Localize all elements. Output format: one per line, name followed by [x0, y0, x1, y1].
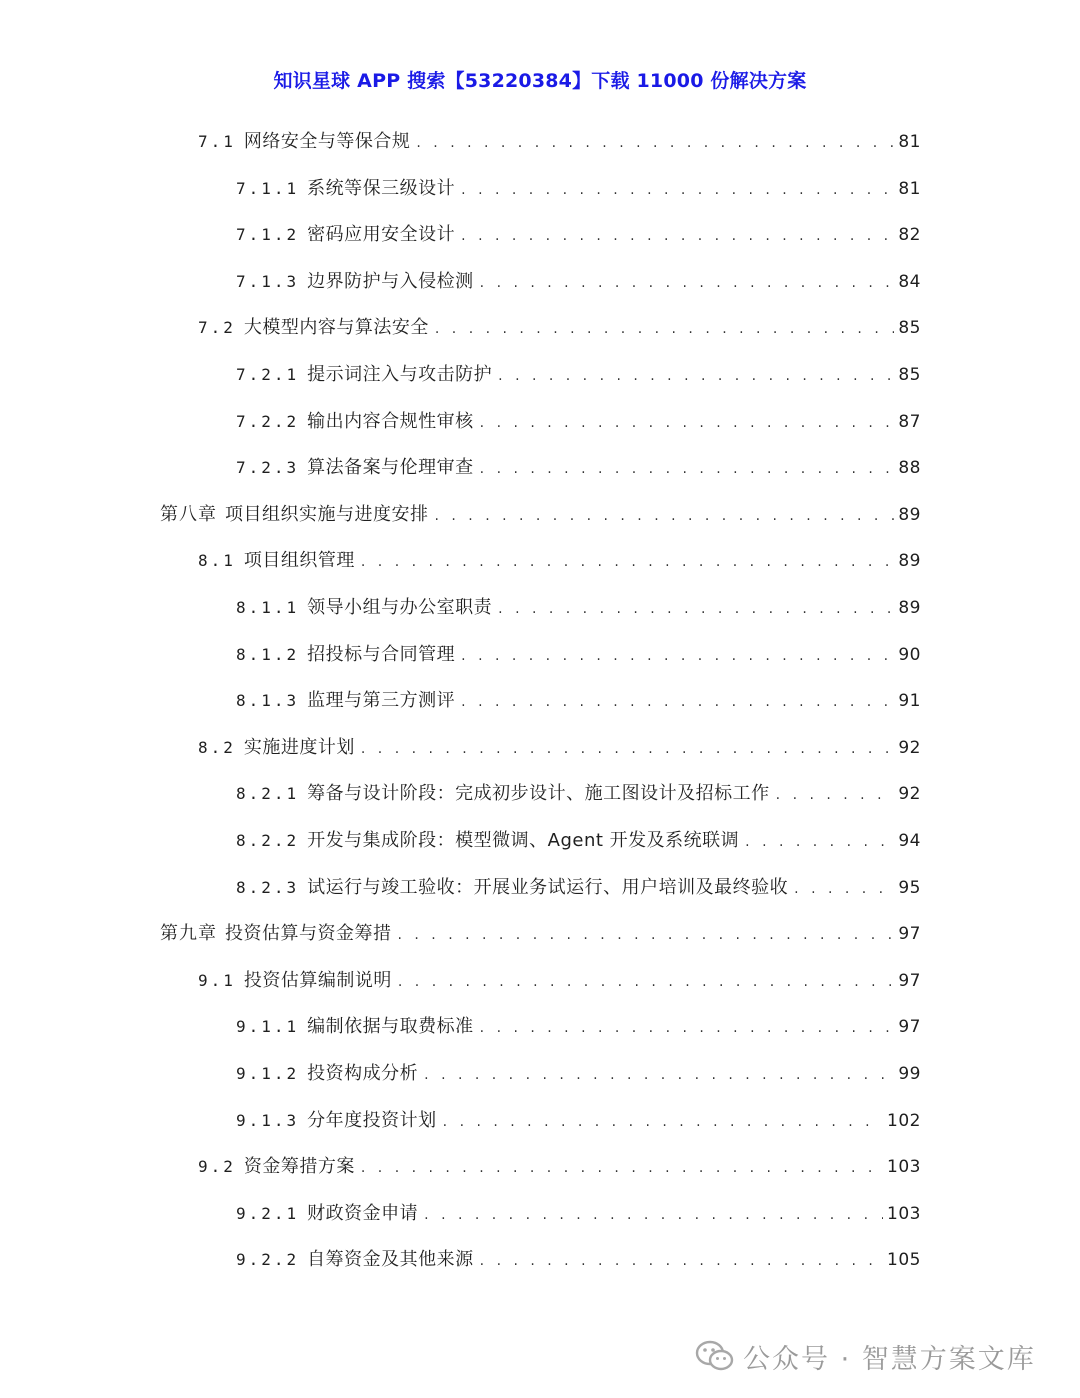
- page-header-title: 知识星球 APP 搜索【53220384】下载 11000 份解决方案: [273, 70, 807, 92]
- toc-entry[interactable]: [198, 546, 921, 574]
- toc-entry-title: 投资构成分析: [307, 1063, 419, 1084]
- toc-entry-page-number: 92: [898, 738, 921, 758]
- toc-entry-title: 边界防护与入侵检测: [307, 271, 474, 292]
- toc-entry-title: 算法备案与伦理审查: [307, 457, 474, 478]
- toc-entry[interactable]: [236, 1059, 921, 1087]
- toc-entry-title: 密码应用安全设计: [307, 224, 456, 245]
- toc-entry[interactable]: [236, 360, 921, 388]
- toc-entry-number: 7.1.1: [236, 179, 300, 198]
- toc-entry-title: 大模型内容与算法安全: [243, 317, 429, 338]
- toc-entry-title: 分年度投资计划: [307, 1110, 437, 1131]
- toc-entry-number: 7.1: [198, 132, 236, 151]
- toc-leader-dots: [435, 508, 895, 524]
- toc-entry-number: 7.1.3: [236, 272, 300, 291]
- toc-entry-number: 7.1.2: [236, 225, 300, 244]
- toc-entry-number: 7.2: [198, 318, 236, 337]
- toc-entry-number: 8.1.2: [236, 645, 300, 664]
- toc-entry[interactable]: [160, 919, 921, 947]
- toc-leader-dots: [398, 927, 895, 943]
- toc-entry-number: 第八章: [160, 504, 217, 525]
- toc-entry-page-number: 92: [898, 784, 921, 804]
- toc-leader-dots: [745, 834, 894, 850]
- toc-entry[interactable]: [236, 826, 921, 854]
- watermark: [695, 1336, 1036, 1376]
- toc-entry-title: 自筹资金及其他来源: [307, 1249, 474, 1270]
- toc-entry-number: 7.2.3: [236, 458, 300, 477]
- toc-entry-number: 8.1: [198, 551, 236, 570]
- toc-entry-title: 项目组织管理: [243, 550, 355, 571]
- toc-leader-dots: [398, 974, 894, 990]
- toc-entry-title: 开发与集成阶段：模型微调、Agent 开发及系统联调: [307, 830, 740, 851]
- toc-entry-number: 第九章: [160, 923, 217, 944]
- toc-entry-page-number: 91: [898, 691, 921, 711]
- toc-entry-page-number: 88: [898, 458, 921, 478]
- toc-entry[interactable]: [198, 966, 921, 994]
- toc-leader-dots: [461, 182, 894, 198]
- toc-leader-dots: [480, 415, 895, 431]
- toc-entry-title: 编制依据与取费标准: [307, 1016, 474, 1037]
- toc-entry-title: 资金筹措方案: [243, 1156, 355, 1177]
- toc-entry-page-number: 97: [898, 971, 921, 991]
- toc-leader-dots: [461, 228, 894, 244]
- toc-entry-page-number: 105: [887, 1250, 921, 1270]
- toc-leader-dots: [424, 1207, 883, 1223]
- toc-entry-page-number: 89: [898, 598, 921, 618]
- toc-leader-dots: [776, 787, 895, 803]
- toc-entry-number: 9.2: [198, 1157, 236, 1176]
- toc-leader-dots: [480, 1020, 895, 1036]
- toc-leader-dots: [461, 694, 894, 710]
- toc-entry[interactable]: [236, 640, 921, 668]
- toc-entry-page-number: 99: [898, 1064, 921, 1084]
- toc-entry-page-number: 90: [898, 645, 921, 665]
- toc-entry[interactable]: [198, 733, 921, 761]
- toc-entry-title: 招投标与合同管理: [307, 644, 456, 665]
- toc-entry-number: 8.1.1: [236, 598, 300, 617]
- toc-entry[interactable]: [198, 127, 921, 155]
- toc-leader-dots: [480, 275, 895, 291]
- toc-entry-title: 监理与第三方测评: [307, 690, 456, 711]
- toc-entry[interactable]: [236, 873, 921, 901]
- toc-entry-title: 输出内容合规性审核: [307, 411, 474, 432]
- toc-entry-title: 网络安全与等保合规: [243, 131, 411, 152]
- toc-entry[interactable]: [236, 1199, 921, 1227]
- toc-leader-dots: [498, 368, 894, 384]
- toc-entry-number: 8.1.3: [236, 691, 300, 710]
- toc-entry-number: 8.2.2: [236, 831, 300, 850]
- toc-leader-dots: [443, 1114, 883, 1130]
- toc-entry-page-number: 87: [898, 412, 921, 432]
- toc-leader-dots: [461, 648, 894, 664]
- toc-entry-page-number: 94: [898, 831, 921, 851]
- toc-leader-dots: [361, 741, 894, 757]
- toc-entry[interactable]: [236, 407, 921, 435]
- toc-entry[interactable]: [160, 500, 921, 528]
- toc-entry-number: 8.2.1: [236, 784, 300, 803]
- toc-entry-number: 7.2.2: [236, 412, 300, 431]
- toc-entry[interactable]: [236, 593, 921, 621]
- toc-entry-page-number: 89: [898, 505, 921, 525]
- toc-entry-title: 财政资金申请: [307, 1203, 419, 1224]
- toc-entry-number: 8.2.3: [236, 878, 300, 897]
- toc-entry-title: 系统等保三级设计: [307, 178, 456, 199]
- toc-entry-title: 试运行与竣工验收：开展业务试运行、用户培训及最终验收: [307, 877, 789, 898]
- toc-entry-page-number: 102: [887, 1111, 921, 1131]
- toc-entry[interactable]: [236, 453, 921, 481]
- toc-leader-dots: [498, 601, 894, 617]
- toc-entry-number: 7.2.1: [236, 365, 300, 384]
- toc-leader-dots: [416, 135, 894, 151]
- toc-entry[interactable]: [236, 779, 921, 807]
- toc-entry-page-number: 85: [898, 318, 921, 338]
- toc-entry-title: 筹备与设计阶段：完成初步设计、施工图设计及招标工作: [307, 783, 770, 804]
- toc-entry-number: 9.2.2: [236, 1250, 300, 1269]
- toc-entry-page-number: 81: [898, 179, 921, 199]
- toc-entry-number: 8.2: [198, 738, 236, 757]
- toc-entry-page-number: 103: [887, 1204, 921, 1224]
- toc-entry[interactable]: [236, 267, 921, 295]
- toc-entry[interactable]: [236, 1012, 921, 1040]
- toc-leader-dots: [361, 1160, 883, 1176]
- toc-entry-page-number: 89: [898, 551, 921, 571]
- toc-entry-title: 领导小组与办公室职责: [307, 597, 493, 618]
- toc-leader-dots: [424, 1067, 894, 1083]
- wechat-icon: [695, 1339, 735, 1373]
- toc-entry-page-number: 95: [898, 878, 921, 898]
- toc-entry[interactable]: [236, 1106, 921, 1134]
- toc-entry-page-number: 97: [898, 924, 921, 944]
- toc-leader-dots: [361, 554, 894, 570]
- toc-entry-page-number: 81: [898, 132, 921, 152]
- toc-entry[interactable]: [236, 686, 921, 714]
- toc-entry-title: 投资估算编制说明: [243, 970, 392, 991]
- toc-entry-page-number: 97: [898, 1017, 921, 1037]
- toc-leader-dots: [794, 881, 894, 897]
- toc-entry-title: 提示词注入与攻击防护: [307, 364, 493, 385]
- watermark-text: 公众号 · 智慧方案文库: [743, 1343, 1036, 1375]
- toc-entry-title: 实施进度计划: [243, 737, 355, 758]
- toc-entry-page-number: 82: [898, 225, 921, 245]
- toc-entry-number: 9.1.3: [236, 1111, 300, 1130]
- toc-entry-number: 9.1.1: [236, 1017, 300, 1036]
- toc-entry-title: 项目组织实施与进度安排: [225, 504, 429, 525]
- toc-entry[interactable]: [236, 174, 921, 202]
- toc-entry-number: 9.1: [198, 971, 236, 990]
- toc-entry-title: 投资估算与资金筹措: [225, 923, 392, 944]
- toc-entry[interactable]: [236, 1245, 921, 1273]
- toc-entry-page-number: 103: [887, 1157, 921, 1177]
- toc-entry[interactable]: [198, 1152, 921, 1180]
- toc-leader-dots: [480, 461, 895, 477]
- toc-leader-dots: [480, 1253, 883, 1269]
- toc-entry-number: 9.1.2: [236, 1064, 300, 1083]
- toc-entry-number: 9.2.1: [236, 1204, 300, 1223]
- toc-entry[interactable]: [236, 220, 921, 248]
- toc-entry-page-number: 85: [898, 365, 921, 385]
- toc-leader-dots: [435, 321, 894, 337]
- toc-entry[interactable]: [198, 313, 921, 341]
- toc-entry-page-number: 84: [898, 272, 921, 292]
